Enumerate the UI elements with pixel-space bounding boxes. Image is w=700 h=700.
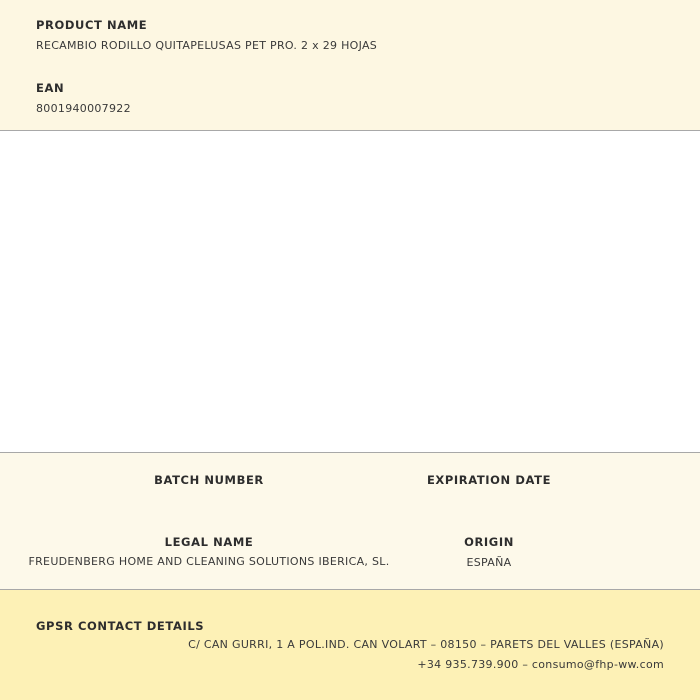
legal-name-value: FREUDENBERG HOME AND CLEANING SOLUTIONS IBERICA, SL. [28, 555, 390, 568]
product-section [0, 0, 700, 131]
gpsr-address: C/ CAN GURRI, 1 A POL.IND. CAN VOLART – 08150 – PARETS DEL VALLES (ESPAÑA) [188, 638, 664, 651]
ean-value: 8001940007922 [36, 102, 131, 115]
expiration-date-label: EXPIRATION DATE [426, 473, 552, 487]
origin-value: ESPAÑA [466, 556, 512, 569]
blank-area [0, 131, 700, 452]
batch-number-label: BATCH NUMBER [154, 473, 264, 487]
details-section [0, 452, 700, 590]
ean-label: EAN [36, 81, 65, 95]
gpsr-contact: +34 935.739.900 – consumo@fhp-ww.com [417, 658, 664, 671]
product-name-value: RECAMBIO RODILLO QUITAPELUSAS PET PRO. 2 x 29 HOJAS [36, 39, 378, 52]
gpsr-section [0, 590, 700, 700]
product-name-label: PRODUCT NAME [36, 18, 148, 32]
origin-label: ORIGIN [464, 535, 514, 549]
legal-name-label: LEGAL NAME [164, 535, 254, 549]
gpsr-label: GPSR CONTACT DETAILS [36, 619, 205, 633]
